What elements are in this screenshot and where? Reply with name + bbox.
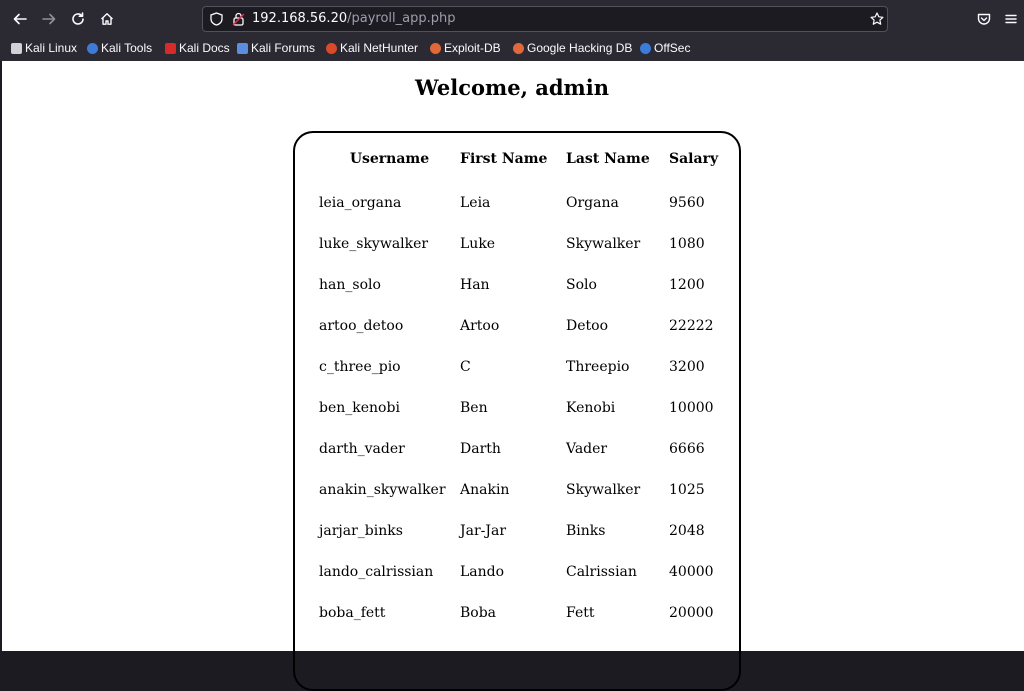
bookmark-label: Kali Linux xyxy=(25,41,78,55)
table-row xyxy=(295,387,739,428)
cell-last-name: Vader xyxy=(566,440,608,457)
bookmark-label: Google Hacking DB xyxy=(527,41,633,55)
cell-last-name: Threepio xyxy=(566,358,630,375)
table-row xyxy=(295,223,739,264)
page-content xyxy=(2,61,1024,651)
table-header-row xyxy=(295,133,739,182)
cell-first-name: Luke xyxy=(460,235,496,252)
cell-username: luke_skywalker xyxy=(319,235,429,252)
cell-username: darth_vader xyxy=(319,440,405,457)
kali-docs-icon xyxy=(165,43,176,54)
bookmark-label: Kali Docs xyxy=(179,41,230,55)
cell-username: boba_fett xyxy=(319,604,386,621)
bookmark-kali-tools[interactable] xyxy=(87,40,152,56)
column-header-username: Username xyxy=(349,150,430,167)
forward-arrow-icon[interactable] xyxy=(36,6,62,32)
offsec-icon xyxy=(640,43,651,54)
table-row xyxy=(295,182,739,223)
cell-first-name: Lando xyxy=(460,563,505,580)
navigation-toolbar xyxy=(0,0,1024,36)
bookmark-label: OffSec xyxy=(654,41,691,55)
cell-last-name: Fett xyxy=(566,604,595,621)
bookmark-label: Exploit-DB xyxy=(444,41,501,55)
column-header-salary: Salary xyxy=(669,150,719,167)
reload-icon[interactable] xyxy=(65,6,91,32)
cell-salary: 20000 xyxy=(669,604,714,621)
bookmark-label: Kali NetHunter xyxy=(340,41,419,55)
cell-salary: 2048 xyxy=(669,522,705,539)
bookmark-kali-docs[interactable] xyxy=(165,40,230,56)
cell-username: leia_organa xyxy=(319,194,402,211)
table-row xyxy=(295,264,739,305)
cell-salary: 1025 xyxy=(669,481,705,498)
bookmark-offsec[interactable] xyxy=(640,40,690,56)
cell-salary: 10000 xyxy=(669,399,714,416)
cell-last-name: Calrissian xyxy=(566,563,637,580)
cell-first-name: Anakin xyxy=(460,481,510,498)
cell-salary: 9560 xyxy=(669,194,705,211)
cell-first-name: Darth xyxy=(460,440,501,457)
table-row xyxy=(295,305,739,346)
url-path: /payroll_app.php xyxy=(347,11,456,26)
cell-first-name: Ben xyxy=(460,399,488,416)
back-arrow-icon[interactable] xyxy=(7,6,33,32)
url-bar[interactable] xyxy=(202,6,888,32)
cell-salary: 3200 xyxy=(669,358,705,375)
cell-last-name: Skywalker xyxy=(566,235,641,252)
cell-last-name: Kenobi xyxy=(566,399,616,416)
cell-salary: 6666 xyxy=(669,440,705,457)
table-row xyxy=(295,510,739,551)
cell-last-name: Binks xyxy=(566,522,606,539)
cell-first-name: Artoo xyxy=(460,317,500,334)
cell-salary: 22222 xyxy=(669,317,714,334)
google-hacking-db-icon xyxy=(513,43,524,54)
page-title: Welcome, admin xyxy=(415,75,609,100)
cell-username: lando_calrissian xyxy=(319,563,434,580)
cell-first-name: Boba xyxy=(460,604,497,621)
kali-forums-icon xyxy=(237,43,248,54)
kali-tools-icon xyxy=(87,43,98,54)
cell-first-name: Han xyxy=(460,276,490,293)
insecure-lock-icon[interactable] xyxy=(230,11,246,27)
cell-username: anakin_skywalker xyxy=(319,481,446,498)
home-icon[interactable] xyxy=(94,6,120,32)
cell-username: c_three_pio xyxy=(319,358,401,375)
url-text[interactable] xyxy=(252,11,455,26)
bookmark-exploit-db[interactable] xyxy=(430,40,501,56)
kali-nethunter-icon xyxy=(326,43,337,54)
shield-icon[interactable] xyxy=(208,11,224,27)
cell-username: artoo_detoo xyxy=(319,317,404,334)
star-icon[interactable] xyxy=(869,11,885,27)
cell-salary: 40000 xyxy=(669,563,714,580)
table-row xyxy=(295,551,739,592)
cell-username: ben_kenobi xyxy=(319,399,400,416)
payroll-table xyxy=(295,133,739,633)
url-host: 192.168.56.20 xyxy=(252,11,348,26)
payroll-table-card xyxy=(293,131,741,691)
table-body xyxy=(295,182,739,633)
cell-first-name: Jar-Jar xyxy=(460,522,507,539)
bookmark-google-hacking-db[interactable] xyxy=(513,40,632,56)
cell-last-name: Detoo xyxy=(566,317,608,334)
bookmark-label: Kali Forums xyxy=(251,41,316,55)
cell-last-name: Organa xyxy=(566,194,619,211)
cell-first-name: C xyxy=(460,358,471,375)
bookmark-kali-linux[interactable] xyxy=(11,40,77,56)
exploit-db-icon xyxy=(430,43,441,54)
cell-salary: 1200 xyxy=(669,276,705,293)
cell-username: han_solo xyxy=(319,276,381,293)
table-row xyxy=(295,346,739,387)
kali-dragon-icon xyxy=(11,43,22,54)
column-header-last-name: Last Name xyxy=(566,150,650,167)
bookmark-kali-forums[interactable] xyxy=(237,40,315,56)
cell-first-name: Leia xyxy=(460,194,491,211)
table-row xyxy=(295,469,739,510)
cell-last-name: Skywalker xyxy=(566,481,641,498)
table-row xyxy=(295,428,739,469)
pocket-icon[interactable] xyxy=(971,6,997,32)
bookmark-label: Kali Tools xyxy=(101,41,153,55)
table-row xyxy=(295,592,739,633)
cell-last-name: Solo xyxy=(566,276,597,293)
browser-chrome xyxy=(0,0,1024,61)
bookmark-kali-nethunter[interactable] xyxy=(326,40,418,56)
hamburger-menu-icon[interactable] xyxy=(998,6,1024,32)
cell-username: jarjar_binks xyxy=(319,522,403,539)
cell-salary: 1080 xyxy=(669,235,705,252)
bookmarks-toolbar xyxy=(0,37,1024,59)
column-header-first-name: First Name xyxy=(460,150,548,167)
